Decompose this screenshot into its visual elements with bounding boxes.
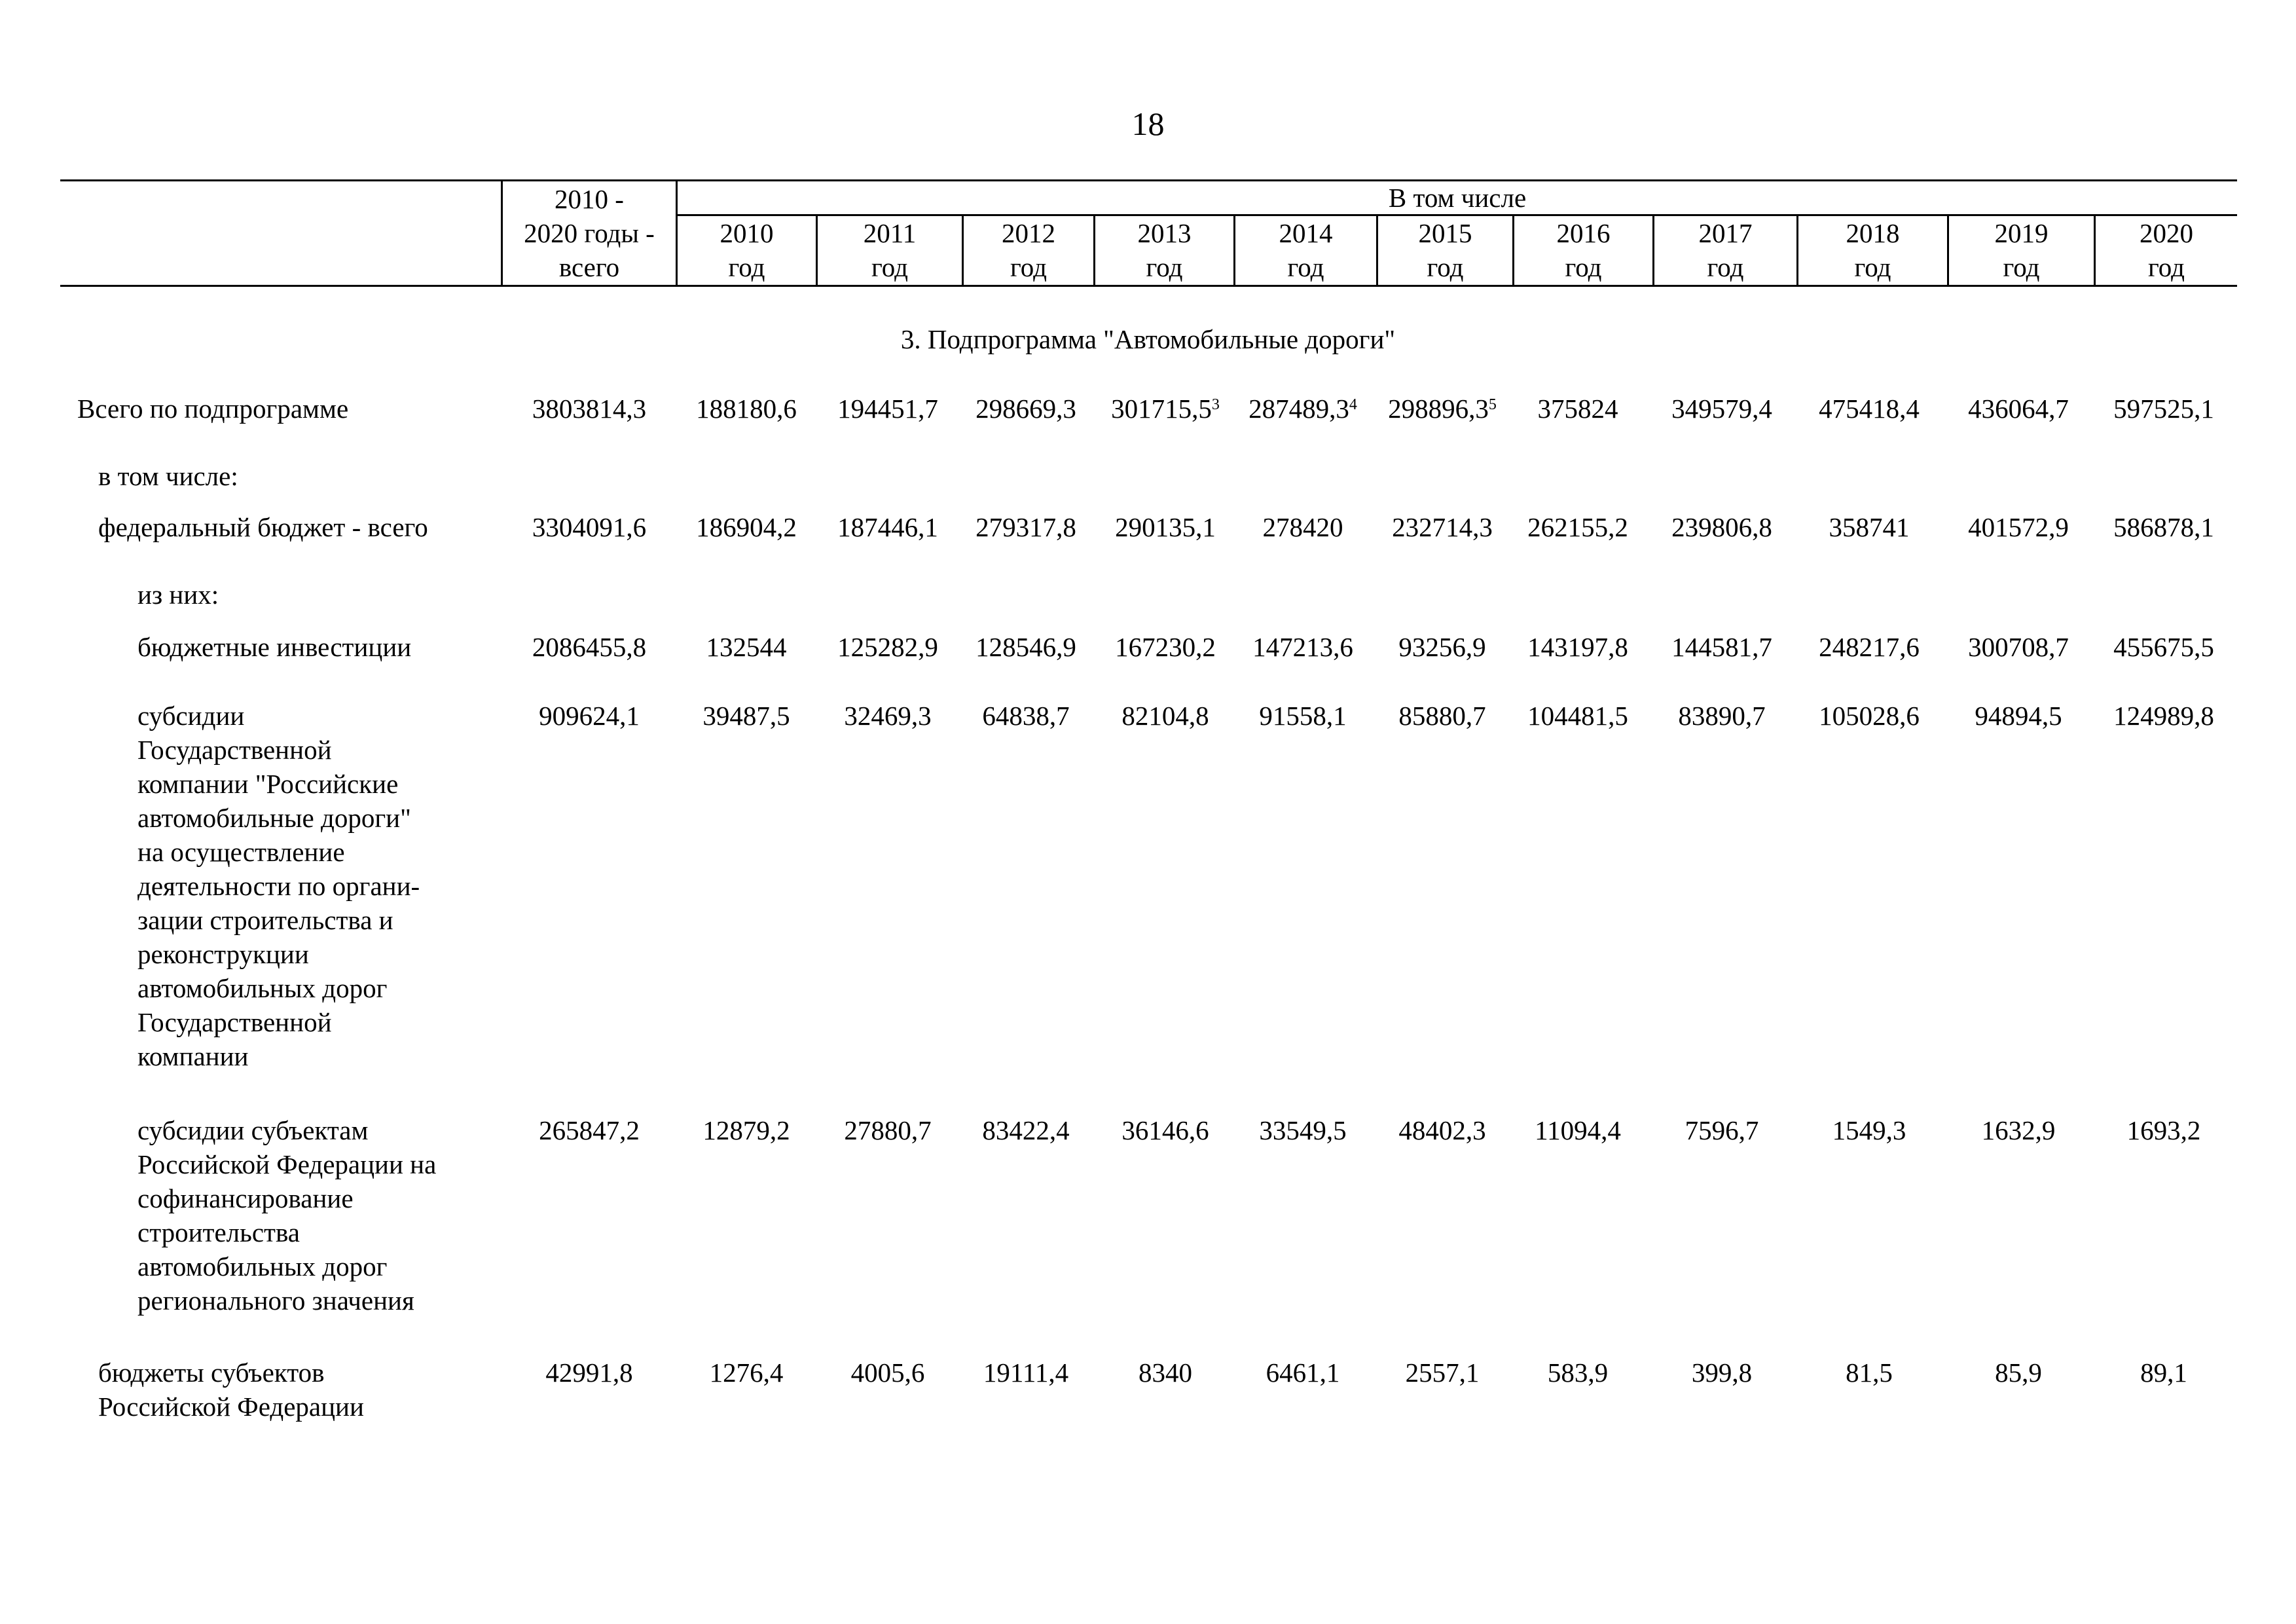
table-cell: 290135,1 (1115, 512, 1216, 542)
header-group-label: В том числе (1388, 183, 1527, 213)
header-year: 2018 (1846, 218, 1900, 248)
header-year-unit: год (1854, 252, 1891, 282)
table-cell: 583,9 (1547, 1357, 1609, 1388)
header-year-unit: год (1010, 252, 1047, 282)
row-label: из них: (137, 580, 219, 610)
table-cell: 19111,4 (983, 1357, 1069, 1388)
header-year: 2017 (1698, 218, 1753, 248)
table-cell: 143197,8 (1527, 632, 1628, 662)
table-cell: 83422,4 (982, 1115, 1070, 1145)
header-year-unit: год (871, 252, 908, 282)
table-cell: 586878,1 (2113, 512, 2214, 542)
header-year: 2011 (863, 218, 917, 248)
table-cell: 279317,8 (975, 512, 1076, 542)
table-cell: 232714,3 (1392, 512, 1493, 542)
header-year: 2010 (720, 218, 774, 248)
table-cell: 33549,5 (1259, 1115, 1347, 1145)
table-cell: 265847,2 (539, 1115, 640, 1145)
table-cell: 105028,6 (1819, 701, 1920, 731)
header-year: 2016 (1556, 218, 1611, 248)
header-bottom-rule (60, 285, 2237, 287)
table-cell: 358741 (1829, 512, 1910, 542)
header-year: 2012 (1002, 218, 1055, 248)
table-cell: 104481,5 (1527, 701, 1628, 731)
header-year-unit: год (1707, 252, 1744, 282)
table-cell: 1276,4 (709, 1357, 784, 1388)
table-cell: 298669,3 (975, 394, 1076, 424)
row-label: субсидии субъектам Российской Федерации на софинансирование строительства автомобильных дорог регионального значения (137, 1115, 437, 1316)
table-cell: 2557,1 (1405, 1357, 1480, 1388)
table-cell: 6461,1 (1266, 1357, 1340, 1388)
table-cell: 1693,2 (2126, 1115, 2201, 1145)
table-cell: 300708,7 (1968, 632, 2069, 662)
table-cell: 3803814,3 (532, 394, 647, 424)
table-cell: 132544 (706, 632, 787, 662)
table-cell: 375824 (1537, 394, 1618, 424)
table-cell: 128546,9 (975, 632, 1076, 662)
table-cell: 91558,1 (1259, 701, 1347, 731)
table-cell: 12879,2 (702, 1115, 790, 1145)
table-cell: 11094,4 (1535, 1115, 1621, 1145)
header-year-unit: год (1287, 252, 1324, 282)
table-cell: 7596,7 (1685, 1115, 1759, 1145)
header-year-unit: год (2148, 252, 2185, 282)
table-cell: 301715,5$^3$ (1111, 394, 1220, 424)
table-cell: 349579,4 (1671, 394, 1772, 424)
table-cell: 597525,1 (2113, 394, 2214, 424)
table-cell: 194451,7 (837, 394, 938, 424)
table-cell: 36146,6 (1121, 1115, 1209, 1145)
table-cell: 83890,7 (1678, 701, 1766, 731)
table-cell: 85,9 (1995, 1357, 2042, 1388)
table-cell: 278420 (1262, 512, 1343, 542)
table-cell: 401572,9 (1968, 512, 2069, 542)
table-cell: 48402,3 (1398, 1115, 1486, 1145)
table-cell: 2086455,8 (532, 632, 647, 662)
table-cell: 27880,7 (844, 1115, 932, 1145)
section-title: 3. Подпрограмма "Автомобильные дороги" (900, 324, 1396, 354)
table-cell: 909624,1 (539, 701, 640, 731)
table-cell: 4005,6 (850, 1357, 925, 1388)
table-cell: 436064,7 (1968, 394, 2069, 424)
table-cell: 81,5 (1846, 1357, 1893, 1388)
table-cell: 42991,8 (545, 1357, 633, 1388)
page-number: 18 (1131, 105, 1165, 142)
row-label: в том числе: (98, 461, 238, 491)
header-year-unit: год (1565, 252, 1602, 282)
table-cell: 298896,3$^5$ (1388, 394, 1497, 424)
table-cell: 3304091,6 (532, 512, 647, 542)
table-cell: 1632,9 (1981, 1115, 2056, 1145)
footnote-marker: 4 (1349, 396, 1357, 413)
table-cell: 89,1 (2140, 1357, 2187, 1388)
table-cell: 144581,7 (1671, 632, 1772, 662)
table-cell: 188180,6 (696, 394, 797, 424)
table-cell: 262155,2 (1527, 512, 1628, 542)
table-cell: 287489,3$^4$ (1248, 394, 1357, 424)
table-cell: 124989,8 (2113, 701, 2214, 731)
table-cell: 455675,5 (2113, 632, 2214, 662)
table-cell: 93256,9 (1398, 632, 1486, 662)
table-cell: 187446,1 (837, 512, 938, 542)
row-label: бюджеты субъектов Российской Федерации (98, 1357, 364, 1422)
table-cell: 475418,4 (1819, 394, 1920, 424)
header-year: 2014 (1279, 218, 1333, 248)
header-total-line-1: 2010 - (555, 184, 624, 214)
table-cell: 147213,6 (1252, 632, 1353, 662)
table-cell: 248217,6 (1819, 632, 1920, 662)
header-year: 2019 (1994, 218, 2049, 248)
table-cell: 186904,2 (696, 512, 797, 542)
header-year-unit: год (1146, 252, 1183, 282)
header-year-unit: год (1427, 252, 1464, 282)
header-year-unit: год (2003, 252, 2040, 282)
table-cell: 64838,7 (982, 701, 1070, 731)
table-cell: 399,8 (1691, 1357, 1753, 1388)
row-label: Всего по подпрограмме (77, 394, 349, 424)
table-cell: 32469,3 (844, 701, 932, 731)
header-total-line-2: 2020 годы - (524, 218, 655, 248)
table-cell: 82104,8 (1121, 701, 1209, 731)
header-year: 2020 (2140, 218, 2193, 248)
footnote-marker: 5 (1488, 396, 1497, 413)
header-year: 2013 (1137, 218, 1192, 248)
table-cell: 125282,9 (837, 632, 938, 662)
header-total-line-3: всего (558, 252, 620, 282)
header-year-unit: год (728, 252, 765, 282)
table-cell: 167230,2 (1115, 632, 1216, 662)
table-cell: 85880,7 (1398, 701, 1486, 731)
table-cell: 8340 (1139, 1357, 1192, 1388)
row-label: бюджетные инвестиции (137, 632, 412, 662)
table-cell: 239806,8 (1671, 512, 1772, 542)
footnote-marker: 3 (1211, 396, 1220, 413)
header-year: 2015 (1418, 218, 1472, 248)
table-cell: 1549,3 (1832, 1115, 1906, 1145)
row-label: федеральный бюджет - всего (98, 512, 428, 542)
row-label: субсидии Государственной компании "Российские автомобильные дороги" на осуществление деятельности по органи- зации строительства и реконструкции автомобильных дорог Государственной компании (137, 701, 420, 1071)
table-cell: 39487,5 (702, 701, 790, 731)
table-cell: 94894,5 (1975, 701, 2062, 731)
